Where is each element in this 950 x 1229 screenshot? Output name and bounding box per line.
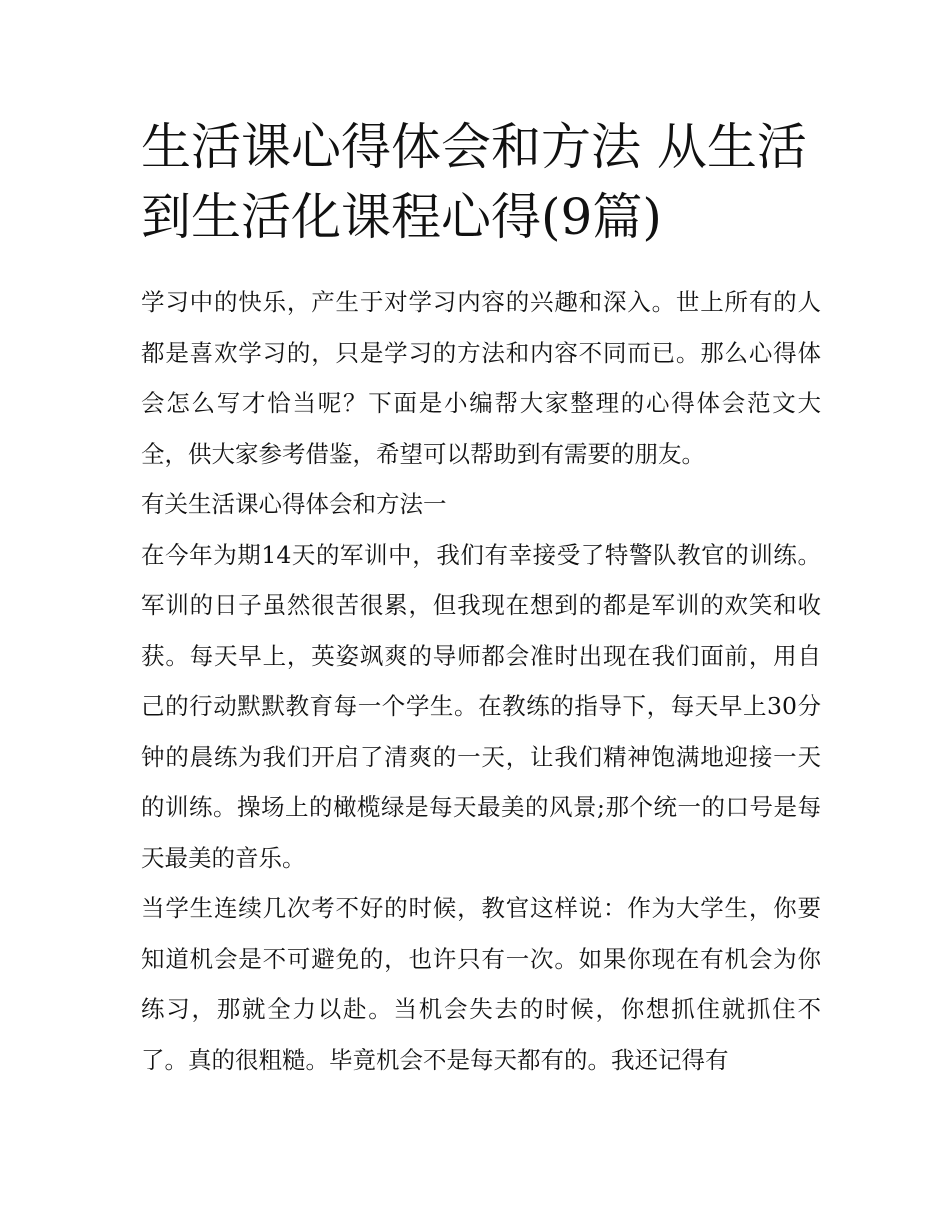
intro-paragraph: 学习中的快乐，产生于对学习内容的兴趣和深入。世上所有的人都是喜欢学习的，只是学习的方法和内容不同而已。那么心得体会怎么写才恰当呢？下面是小编帮大家整理的心得体会范文大全，供大家参考借鉴，希望可以帮助到有需要的朋友。 (141, 288, 821, 468)
section-heading: 有关生活课心得体会和方法一 (141, 490, 447, 518)
body-paragraph: 在今年为期14天的军训中，我们有幸接受了特警队教官的训练。军训的日子虽然很苦很累，但我现在想到的都是军训的欢笑和收获。每天早上，英姿飒爽的导师都会准时出现在我们面前，用自己的行动默默教育每一个学生。在教练的指导下，每天早上30分钟的晨练为我们开启了清爽的一天，让我们精神饱满地迎接一天的训练。操场上的橄榄绿是每天最美的风景;那个统一的口号是每天最美的音乐。 (141, 540, 821, 872)
body-paragraph: 当学生连续几次考不好的时候，教官这样说：作为大学生，你要知道机会是不可避免的，也许只有一次。如果你现在有机会为你练习，那就全力以赴。当机会失去的时候，你想抓住就抓住不了。真的很粗糙。毕竟机会不是每天都有的。我还记得有 (141, 894, 821, 1074)
document-title: 生活课心得体会和方法 从生活到生活化课程心得(9篇) (141, 118, 807, 246)
document-body (141, 277, 821, 1085)
